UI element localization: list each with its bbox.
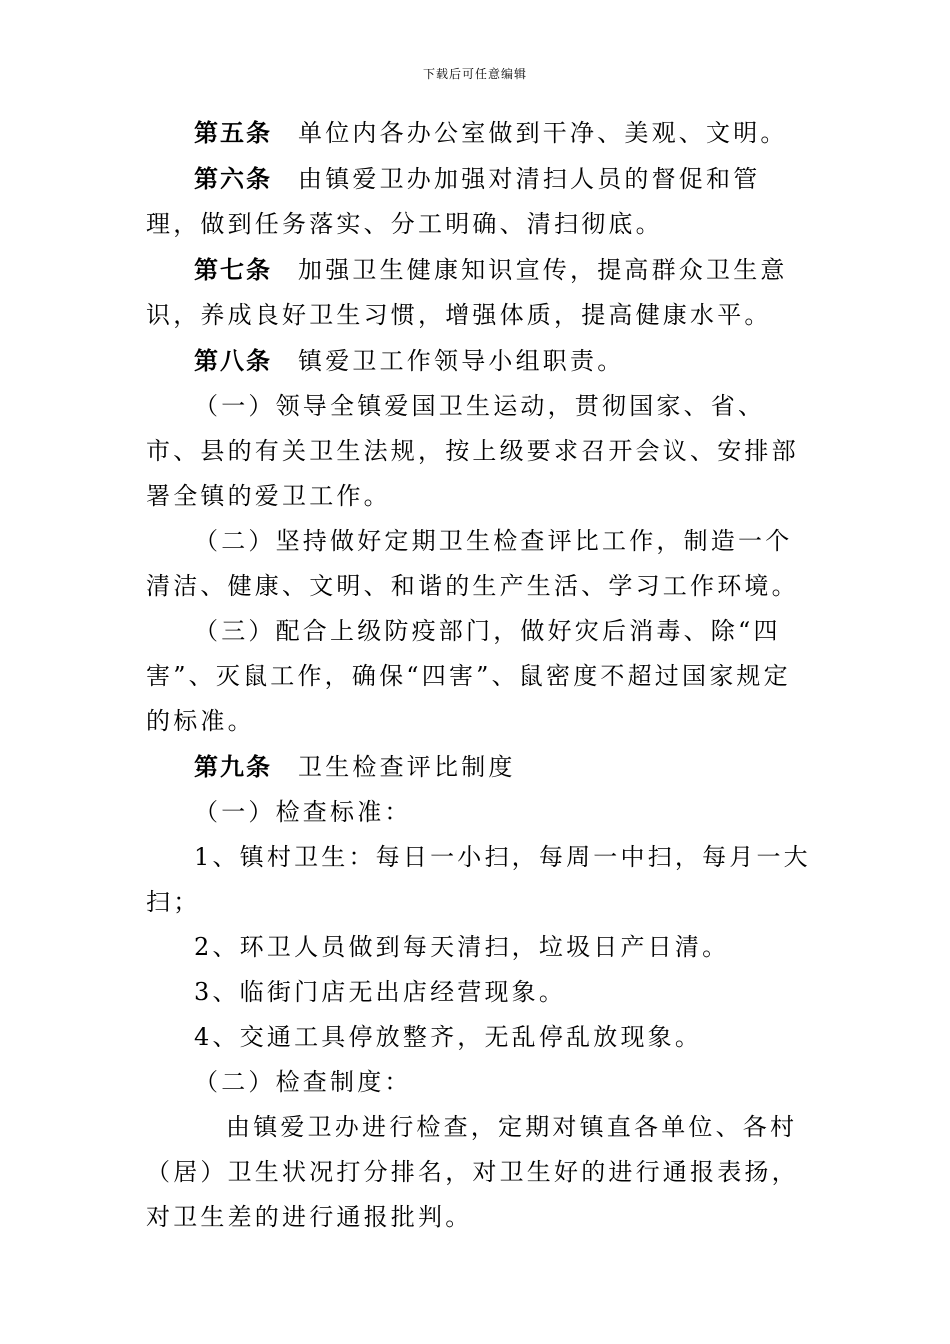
page-header: 下载后可任意编辑 (422, 67, 527, 81)
list-item-3: 3、临街门店无出店经营现象。 (194, 978, 567, 1006)
article-text: 单位内各办公室做到干净、美观、文明。 (298, 119, 788, 147)
article-heading: 第七条 (194, 255, 272, 284)
article-5 (146, 110, 811, 156)
clause-9-2-title: （二）检查制度： (194, 1068, 412, 1096)
clause-9-2-text: 由镇爱卫办进行检查，定期对镇直各单位、各村（居）卫生状况打分排名，对卫生好的进行通报表扬，对卫生差的进行通报批判。 (146, 1113, 799, 1231)
clause-9-1-title: （一）检查标准： (194, 798, 412, 826)
article-text: 加强卫生健康知识宣传，提高群众卫生意识，养成良好卫生习惯，增强体质，提高健康水平。 (146, 256, 788, 329)
article-text: 由镇爱卫办加强对清扫人员的督促和管理，做到任务落实、分工明确、清扫彻底。 (146, 165, 761, 238)
article-text: 卫生检查评比制度 (298, 753, 516, 781)
clause-8-2: （二）坚持做好定期卫生检查评比工作，制造一个清洁、健康、文明、和谐的生产生活、学习工作环境。 (146, 527, 799, 600)
article-9 (146, 744, 811, 790)
list-item-2: 2、环卫人员做到每天清扫，垃圾日产日清。 (194, 933, 730, 961)
article-heading: 第六条 (194, 164, 272, 193)
list-item-4: 4、交通工具停放整齐，无乱停乱放现象。 (194, 1023, 703, 1051)
article-6 (146, 156, 811, 247)
clause-8-1: （一）领导全镇爱国卫生运动，贯彻国家、省、市、县的有关卫生法规，按上级要求召开会议、安排部署全镇的爱卫工作。 (146, 392, 799, 510)
article-heading: 第九条 (194, 752, 272, 781)
article-heading: 第八条 (194, 346, 272, 375)
document-body (146, 110, 811, 1240)
clause-8-3: （三）配合上级防疫部门，做好灾后消毒、除“四害”、灭鼠工作，确保“四害”、鼠密度不超过国家规定的标准。 (146, 617, 791, 735)
article-text: 镇爱卫工作领导小组职责。 (298, 347, 625, 375)
list-item-1: 1、镇村卫生：每日一小扫，每周一中扫，每月一大扫； (146, 843, 811, 916)
article-7 (146, 247, 811, 338)
article-8 (146, 338, 811, 384)
article-heading: 第五条 (194, 118, 272, 147)
